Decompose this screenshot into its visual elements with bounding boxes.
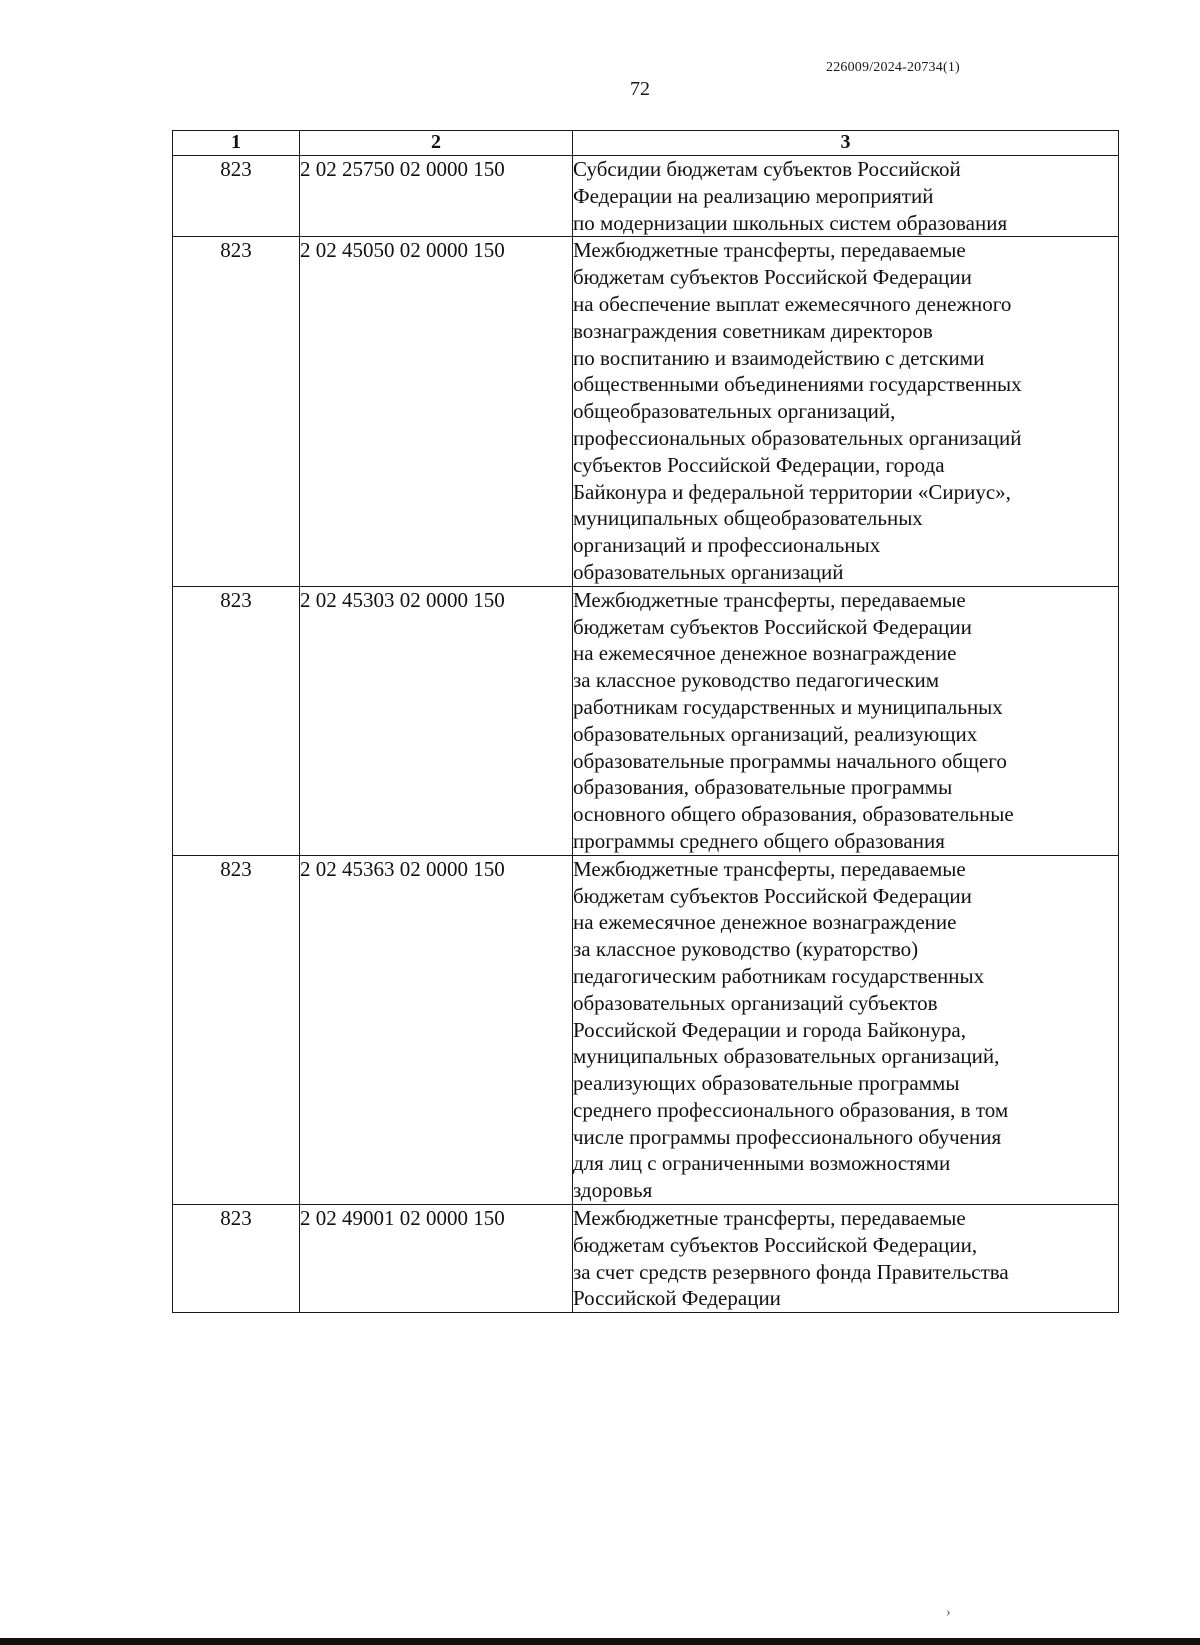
document-registration-number: 226009/2024-20734(1) xyxy=(826,60,960,75)
revenue-name-line: числе программы профессионального обучения xyxy=(573,1124,1002,1149)
budget-classification-code-cell: 2 02 49001 02 0000 150 xyxy=(300,1205,573,1313)
revenue-name-line: профессиональных образовательных организаций xyxy=(573,425,1022,450)
revenue-name-line: муниципальных общеобразовательных xyxy=(573,506,923,531)
revenue-name-line: за классное руководство (кураторство) xyxy=(573,937,919,962)
revenue-name-line: организаций и профессиональных xyxy=(573,533,881,558)
revenue-name-line: Российской Федерации xyxy=(573,1286,781,1311)
revenue-name-line: по воспитанию и взаимодействию с детскими xyxy=(573,345,985,370)
revenue-name-line: Байконура и федеральной территории «Сириус», xyxy=(573,479,1011,504)
column-header-3: 3 xyxy=(573,131,1119,156)
budget-classification-code-cell: 2 02 45363 02 0000 150 xyxy=(300,855,573,1204)
revenue-name-line: Субсидии бюджетам субъектов Российской xyxy=(573,157,961,181)
revenue-name-line: образования, образовательные программы xyxy=(573,775,953,800)
revenue-name-line: вознаграждения советникам директоров xyxy=(573,318,933,343)
revenue-name-line: Межбюджетные трансферты, передаваемые xyxy=(573,856,966,881)
budget-codes-table xyxy=(172,130,1119,1313)
page-number: 72 xyxy=(630,78,650,100)
revenue-name-cell xyxy=(573,237,1119,586)
revenue-name-line: за счет средств резервного фонда Правительства xyxy=(573,1259,1009,1284)
table-row xyxy=(173,1205,1119,1313)
scan-bottom-edge xyxy=(0,1638,1200,1645)
admin-code-cell: 823 xyxy=(173,1205,300,1313)
revenue-name-line: здоровья xyxy=(573,1178,653,1203)
revenue-name-line: бюджетам субъектов Российской Федерации xyxy=(573,265,972,290)
revenue-name-line: муниципальных образовательных организаций, xyxy=(573,1044,1000,1069)
revenue-name-line: Межбюджетные трансферты, передаваемые xyxy=(573,238,966,263)
revenue-name-line: бюджетам субъектов Российской Федерации xyxy=(573,883,972,908)
table-body xyxy=(173,156,1119,1313)
revenue-name-line: по модернизации школьных систем образования xyxy=(573,210,1008,235)
revenue-name-line: на ежемесячное денежное вознаграждение xyxy=(573,910,957,935)
admin-code-cell: 823 xyxy=(173,586,300,855)
revenue-name-line: субъектов Российской Федерации, города xyxy=(573,452,945,477)
table-row xyxy=(173,156,1119,237)
revenue-name-line: образовательных организаций, реализующих xyxy=(573,721,978,746)
revenue-name-line: работникам государственных и муниципальных xyxy=(573,694,1003,719)
revenue-name-cell xyxy=(573,586,1119,855)
revenue-name-line: педагогическим работникам государственных xyxy=(573,963,985,988)
revenue-name-line: основного общего образования, образовательные xyxy=(573,802,1014,827)
revenue-name-line: программы среднего общего образования xyxy=(573,828,945,853)
revenue-name-line: образовательных организаций xyxy=(573,559,844,584)
revenue-name-line: бюджетам субъектов Российской Федерации xyxy=(573,614,972,639)
revenue-name-line: Межбюджетные трансферты, передаваемые xyxy=(573,587,966,612)
revenue-name-line: общеобразовательных организаций, xyxy=(573,399,896,424)
revenue-name-cell xyxy=(573,855,1119,1204)
revenue-name-cell xyxy=(573,156,1119,237)
table-row xyxy=(173,855,1119,1204)
budget-classification-code-cell: 2 02 45050 02 0000 150 xyxy=(300,237,573,586)
revenue-name-line: для лиц с ограниченными возможностями xyxy=(573,1151,951,1176)
admin-code-cell: 823 xyxy=(173,855,300,1204)
revenue-name-line: образовательных организаций субъектов xyxy=(573,990,938,1015)
table-header-row xyxy=(173,131,1119,156)
table-row xyxy=(173,586,1119,855)
revenue-name-line: на обеспечение выплат ежемесячного денежного xyxy=(573,291,1012,316)
revenue-name-line: Межбюджетные трансферты, передаваемые xyxy=(573,1206,966,1231)
scan-mark: › xyxy=(946,1605,951,1620)
budget-classification-code-cell: 2 02 45303 02 0000 150 xyxy=(300,586,573,855)
budget-classification-code-cell: 2 02 25750 02 0000 150 xyxy=(300,156,573,237)
revenue-name-line: реализующих образовательные программы xyxy=(573,1071,960,1096)
admin-code-cell: 823 xyxy=(173,156,300,237)
revenue-name-line: среднего профессионального образования, в том xyxy=(573,1097,1009,1122)
column-header-2: 2 xyxy=(300,131,573,156)
admin-code-cell: 823 xyxy=(173,237,300,586)
revenue-name-cell xyxy=(573,1205,1119,1313)
revenue-name-line: Российской Федерации и города Байконура, xyxy=(573,1017,966,1042)
revenue-name-line: общественными объединениями государственных xyxy=(573,372,1022,397)
revenue-name-line: за классное руководство педагогическим xyxy=(573,668,939,693)
revenue-name-line: образовательные программы начального общего xyxy=(573,748,1007,773)
revenue-name-line: Федерации на реализацию мероприятий xyxy=(573,183,934,208)
column-header-1: 1 xyxy=(173,131,300,156)
table-row xyxy=(173,237,1119,586)
revenue-name-line: на ежемесячное денежное вознаграждение xyxy=(573,641,957,666)
revenue-name-line: бюджетам субъектов Российской Федерации, xyxy=(573,1232,978,1257)
